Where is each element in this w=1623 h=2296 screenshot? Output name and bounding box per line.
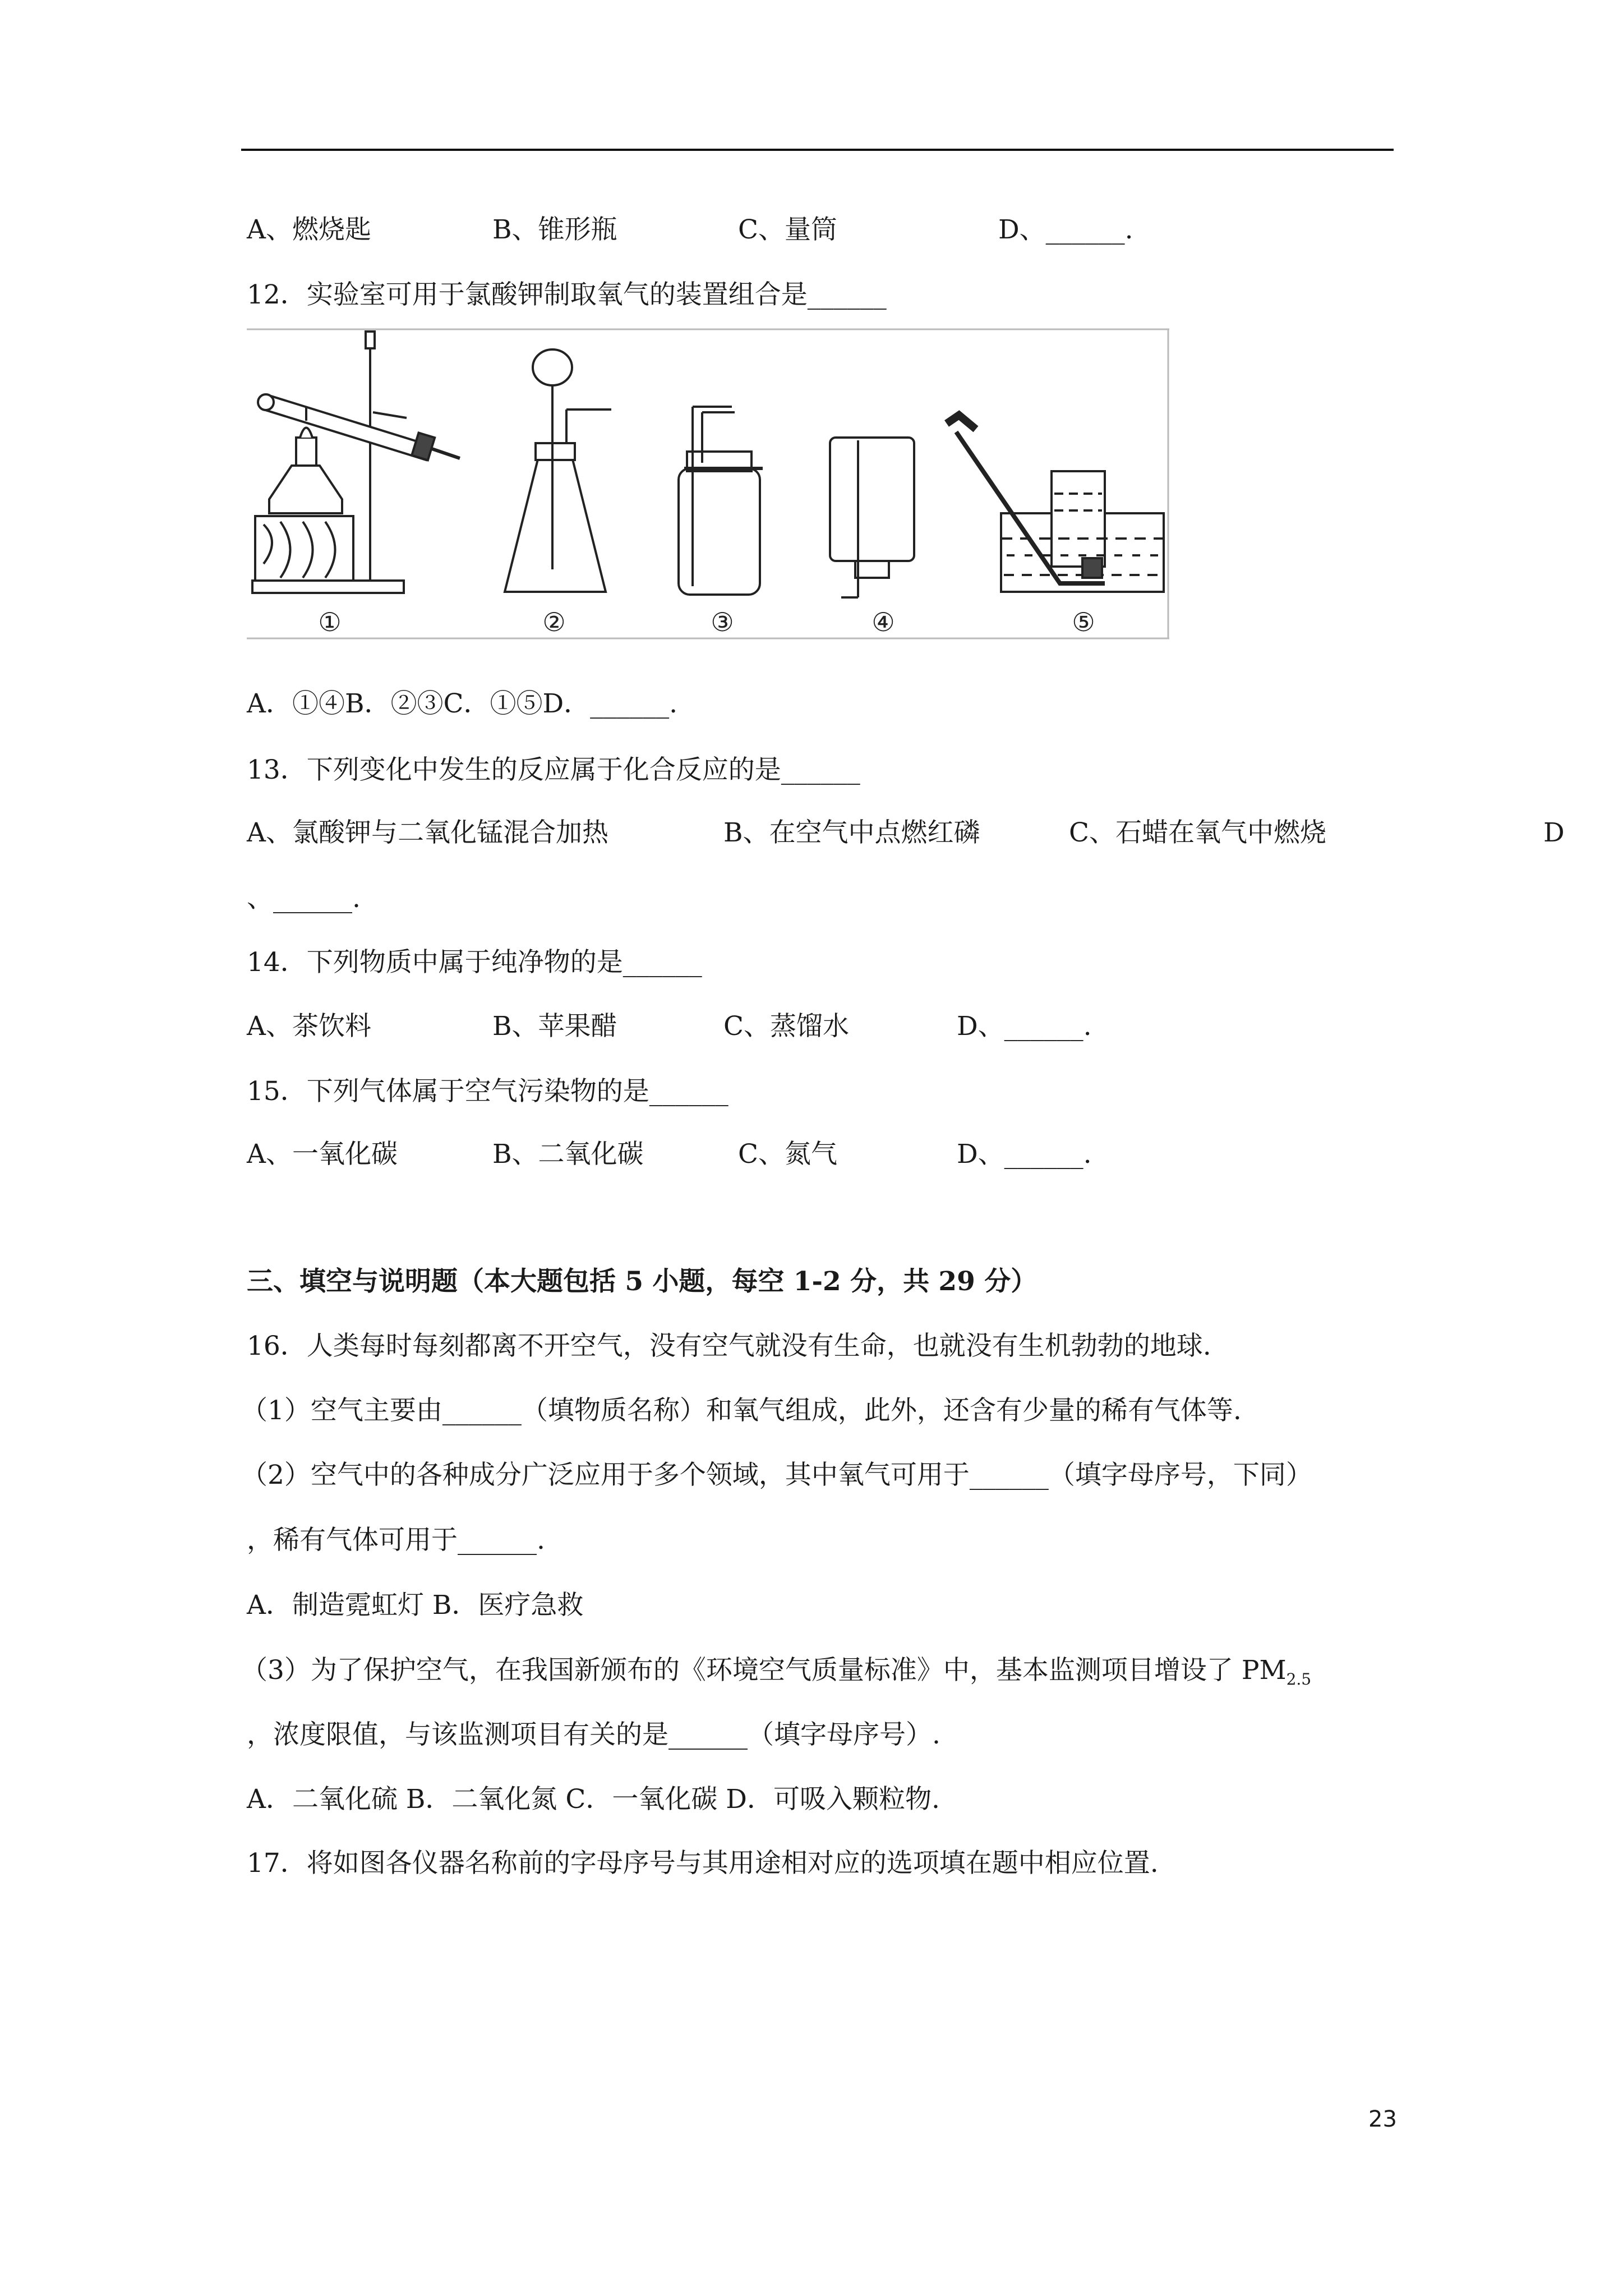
q16-part-3a-text: （3）为了保护空气，在我国新颁布的《环境空气质量标准》中，基本监测项目增设了 PM xyxy=(241,1655,1287,1686)
section-3-heading: 三、填空与说明题（本大题包括 5 小题，每空 1-2 分，共 29 分） xyxy=(247,1266,1038,1297)
q16-part-2-options: A．制造霓虹灯 B．医疗急救 xyxy=(247,1590,584,1621)
figure-label-5: ⑤ xyxy=(1072,607,1095,637)
figure-label-1: ① xyxy=(318,607,342,637)
pm-subscript: 2.5 xyxy=(1286,1670,1312,1688)
q11-option-c: C、量筒 xyxy=(738,214,837,245)
apparatus-diagram xyxy=(247,328,1169,639)
q13-option-b: B、在空气中点燃红磷 xyxy=(723,817,980,848)
q15-stem: 15．下列气体属于空气污染物的是______ xyxy=(247,1076,728,1107)
q13-option-a: A、氯酸钾与二氧化锰混合加热 xyxy=(247,817,608,848)
q14-option-b: B、苹果醋 xyxy=(492,1011,617,1042)
q16-part-3a xyxy=(241,1654,1311,1696)
q13-option-d: D xyxy=(1543,817,1565,848)
q15-option-a: A、一氧化碳 xyxy=(247,1139,398,1170)
q14-option-a: A、茶饮料 xyxy=(247,1011,371,1042)
q15-option-d: D、______. xyxy=(957,1139,1092,1170)
q16-part-1: （1）空气主要由______（填物质名称）和氧气组成，此外，还含有少量的稀有气体等. xyxy=(241,1395,1242,1426)
page-number: 23 xyxy=(1368,2106,1397,2132)
q16-part-2b: ，稀有气体可用于______. xyxy=(247,1525,545,1556)
q13-stem: 13．下列变化中发生的反应属于化合反应的是______ xyxy=(247,754,860,785)
q11-option-b: B、锥形瓶 xyxy=(492,214,617,245)
q15-option-c: C、氮气 xyxy=(738,1139,837,1170)
q13-continuation: 、______. xyxy=(247,883,361,914)
q11-option-d: D、______. xyxy=(998,214,1133,245)
header-rule xyxy=(241,149,1394,151)
q14-stem: 14．下列物质中属于纯净物的是______ xyxy=(247,947,702,978)
q16-part-3b: ，浓度限值，与该监测项目有关的是______（填字母序号）. xyxy=(247,1719,940,1750)
q13-option-c: C、石蜡在氧气中燃烧 xyxy=(1069,817,1326,848)
figure-label-4: ④ xyxy=(872,607,895,637)
q17-stem: 17．将如图各仪器名称前的字母序号与其用途相对应的选项填在题中相应位置. xyxy=(247,1848,1159,1879)
q14-option-d: D、______. xyxy=(957,1011,1092,1042)
figure-label-3: ③ xyxy=(711,607,734,637)
apparatus-figure xyxy=(247,328,1169,639)
q16-stem: 16．人类每时每刻都离不开空气，没有空气就没有生命，也就没有生机勃勃的地球. xyxy=(247,1331,1211,1361)
figure-label-2: ② xyxy=(542,607,566,637)
q16-part-2a: （2）空气中的各种成分广泛应用于多个领域，其中氧气可用于______（填字母序号，下同） xyxy=(241,1460,1312,1490)
q15-option-b: B、二氧化碳 xyxy=(492,1139,644,1170)
q16-part-3-options: A．二氧化硫 B．二氧化氮 C．一氧化碳 D．可吸入颗粒物. xyxy=(247,1784,940,1815)
q11-option-a: A、燃烧匙 xyxy=(247,214,371,245)
q14-option-c: C、蒸馏水 xyxy=(723,1011,849,1042)
q12-options: A．①④B．②③C．①⑤D．______. xyxy=(247,688,678,719)
q12-stem: 12．实验室可用于氯酸钾制取氧气的装置组合是______ xyxy=(247,279,887,310)
